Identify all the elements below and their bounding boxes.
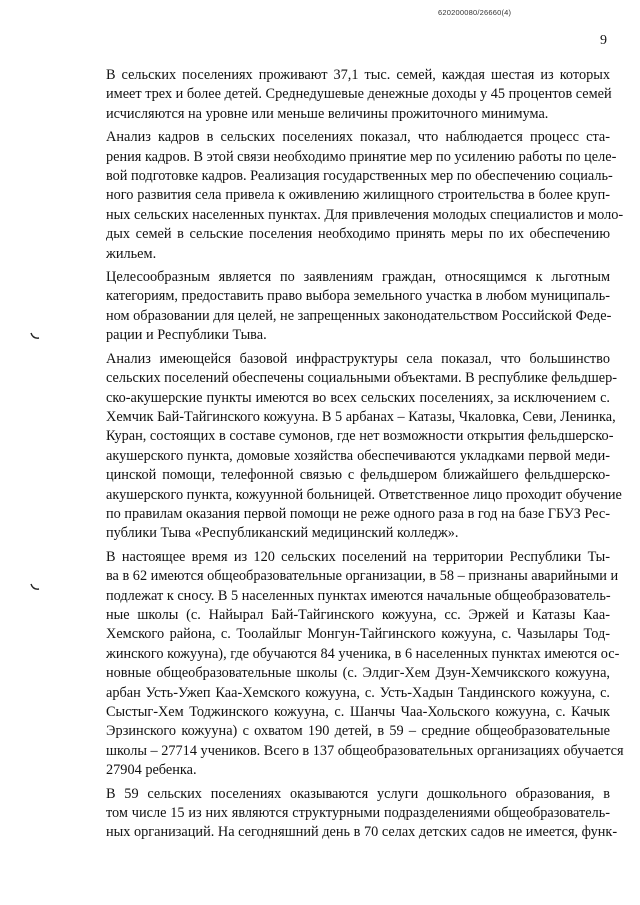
text-line: публики Тыва «Республиканский медицинский колледж». xyxy=(106,525,459,542)
text-line: рения кадров. В этой связи необходимо принятие мер по усилению работы по целе- xyxy=(106,148,617,165)
text-line: Хемского района, с. Тоолайлыг Монгун-Тайгинского кожууна, с. Чазылары Тод- xyxy=(106,626,610,643)
page-number: 9 xyxy=(600,33,607,48)
text-line: ного развития села привела к оживлению жилищного строительства в более круп- xyxy=(106,187,610,204)
text-line: Сыстыг-Хем Тоджинского кожууна, с. Шанчы Чаа-Хольского кожууна, с. Качык xyxy=(106,704,610,720)
text-line: Куран, состоящих в составе сумонов, где нет возможности открытия фельдшерско- xyxy=(106,428,614,445)
text-line: ных сельских населенных пунктах. Для привлечения молодых специалистов и моло- xyxy=(106,206,624,223)
text-line: ско-акушерские пункты имеются во всех сельских поселениях, за исключением с. xyxy=(106,389,610,406)
text-line: 27904 ребенка. xyxy=(106,762,197,779)
margin-mark-icon xyxy=(30,582,40,592)
text-line: исчисляются на уровне или меньше величины прожиточного минимума. xyxy=(106,105,549,122)
text-line: Целесообразным является по заявлениям граждан, относящимся к льготным xyxy=(106,269,610,286)
text-line: подлежат к сносу. В 5 населенных пунктах имеются начальные общеобразователь- xyxy=(106,587,611,604)
text-line: Эрзинского кожууна) с охватом 190 детей, в 59 – средние общеобразовательные xyxy=(106,723,610,740)
text-line: вой подготовке кадров. Реализация государственных мер по обеспечению социаль- xyxy=(106,168,613,185)
text-line: В сельских поселениях проживают 37,1 тыс. семей, каждая шестая из которых xyxy=(106,67,610,83)
text-line: дых семей в сельские поселения необходимо принять меры по их обеспечению xyxy=(106,226,610,243)
margin-mark-icon xyxy=(30,331,40,341)
text-line: ном образовании для целей, не запрещенных законодательством Российской Феде- xyxy=(106,307,612,324)
text-line: сельских поселений обеспечены социальными объектами. В республике фельдшер- xyxy=(106,370,618,387)
text-line: цинской помощи, телефонной связью с фельдшером ближайшего фельдшерско- xyxy=(106,467,610,484)
text-line: Хемчик Бай-Тайгинского кожууна. В 5 арбанах – Катазы, Чкаловка, Севи, Ленинка, xyxy=(106,408,616,425)
text-line: новные общеобразовательные школы (с. Элдиг-Хем Дзун-Хемчикского кожууна, xyxy=(106,665,610,682)
paragraph xyxy=(86,66,610,124)
text-line: ва в 62 имеются общеобразовательные организации, в 58 – признаны аварийными и xyxy=(106,568,619,585)
paragraph xyxy=(86,350,622,544)
paragraph xyxy=(86,548,624,781)
text-line: по правилам оказания первой помощи не реже одного раза в год на базе ГБУЗ Рес- xyxy=(106,505,610,522)
text-line: ных организаций. На сегодняшний день в 70 селах детских садов не имеется, функ- xyxy=(106,824,618,841)
text-line: том числе 15 из них являются структурными подразделениями общеобразователь- xyxy=(106,805,610,822)
text-line: акушерского пункта, кожуунной больницей. Ответственное лицо проходит обучение xyxy=(106,486,622,503)
text-line: Анализ имеющейся базовой инфраструктуры села показал, что большинство xyxy=(106,350,610,367)
text-line: В настоящее время из 120 сельских поселений на территории Республики Ты- xyxy=(106,548,610,565)
text-line: имеет трех и более детей. Среднедушевые денежные доходы у 45 процентов семей xyxy=(106,86,612,103)
text-line: школы – 27714 учеников. Всего в 137 общеобразовательных организациях обучается xyxy=(106,742,624,759)
text-line: рации и Республики Тыва. xyxy=(106,327,267,344)
text-line: акушерского пункта, домовые хозяйства обеспечиваются укладками первой меди- xyxy=(106,447,610,464)
text-line: жильем. xyxy=(106,245,157,262)
text-line: ные школы (с. Найырал Бай-Тайгинского кожууна, сс. Эржей и Катазы Каа- xyxy=(106,606,610,623)
paragraph xyxy=(86,785,618,843)
text-line: Анализ кадров в сельских поселениях показал, что наблюдается процесс ста- xyxy=(106,129,610,146)
text-line: жинского кожууна), где обучаются 84 ученика, в 6 населенных пунктах имеются ос- xyxy=(106,645,620,662)
paragraph xyxy=(86,268,610,346)
paragraph xyxy=(86,128,624,264)
document-id: 620200080/26660(4) xyxy=(438,8,512,17)
text-line: категориям, предоставить право выбора земельного участка в любом муниципаль- xyxy=(106,288,610,305)
text-line: В 59 сельских поселениях оказываются услуги дошкольного образования, в xyxy=(106,785,610,802)
body-text xyxy=(86,66,624,847)
text-line: арбан Усть-Ужеп Каа-Хемского кожууна, с. Усть-Хадын Тандинского кожууна, с. xyxy=(106,684,610,701)
